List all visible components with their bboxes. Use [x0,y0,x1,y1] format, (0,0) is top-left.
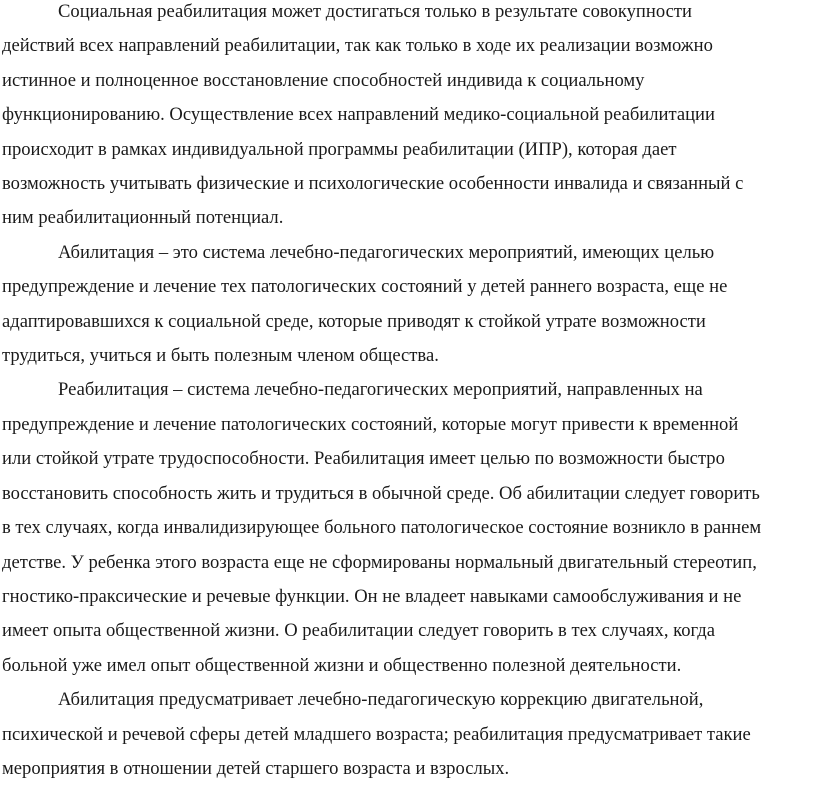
text-line: Реабилитация – система лечебно-педагогических мероприятий, направленных на [58,379,703,401]
text-line: мероприятия в отношении детей старшего возраста и взрослых. [2,757,510,779]
text-line: предупреждение и лечение тех патологических состояний у детей раннего возраста, еще не [2,276,728,298]
text-line: детстве. У ребенка этого возраста еще не сформированы нормальный двигательный стереотип, [2,551,757,573]
text-line: предупреждение и лечение патологических состояний, которые могут привести к временной [2,413,739,435]
text-line: функционированию. Осуществление всех направлений медико-социальной реабилитации [2,104,715,126]
text-line: или стойкой утрате трудоспособности. Реабилитация имеет целью по возможности быстро [2,448,725,470]
text-line: истинное и полноценное восстановление способностей индивида к социальному [2,69,645,91]
text-line: возможность учитывать физические и психологические особенности инвалида и связанный с [2,173,744,195]
text-line: психической и речевой сферы детей младшего возраста; реабилитация предусматривает такие [2,723,751,745]
paragraph-social-rehabilitation [2,0,812,236]
paragraph-rehabilitation-definition [2,373,812,683]
text-line: Абилитация предусматривает лечебно-педагогическую коррекцию двигательной, [58,689,704,711]
paragraph-habilitation-vs-rehabilitation [2,683,812,786]
text-line: больной уже имел опыт общественной жизни и общественно полезной деятельности. [2,654,682,676]
text-line: Абилитация – это система лечебно-педагогических мероприятий, имеющих целью [58,241,715,263]
text-line: гностико-праксические и речевые функции. Он не владеет навыками самообслуживания и не [2,585,742,607]
text-line: трудиться, учиться и быть полезным членом общества. [2,345,439,367]
paragraph-habilitation-definition [2,236,812,374]
text-line: адаптировавшихся к социальной среде, которые приводят к стойкой утрате возможности [2,310,706,332]
text-line: в тех случаях, когда инвалидизирующее больного патологическое состояние возникло в раннем [2,517,762,539]
text-line: восстановить способность жить и трудиться в обычной среде. Об абилитации следует говорить [2,482,760,504]
text-line: действий всех направлений реабилитации, так как только в ходе их реализации возможно [2,35,713,57]
text-line: Социальная реабилитация может достигаться только в результате совокупности [58,1,692,22]
text-line: имеет опыта общественной жизни. О реабилитации следует говорить в тех случаях, когда [2,620,715,642]
text-line: ним реабилитационный потенциал. [2,207,284,229]
text-line: происходит в рамках индивидуальной программы реабилитации (ИПР), которая дает [2,138,677,160]
